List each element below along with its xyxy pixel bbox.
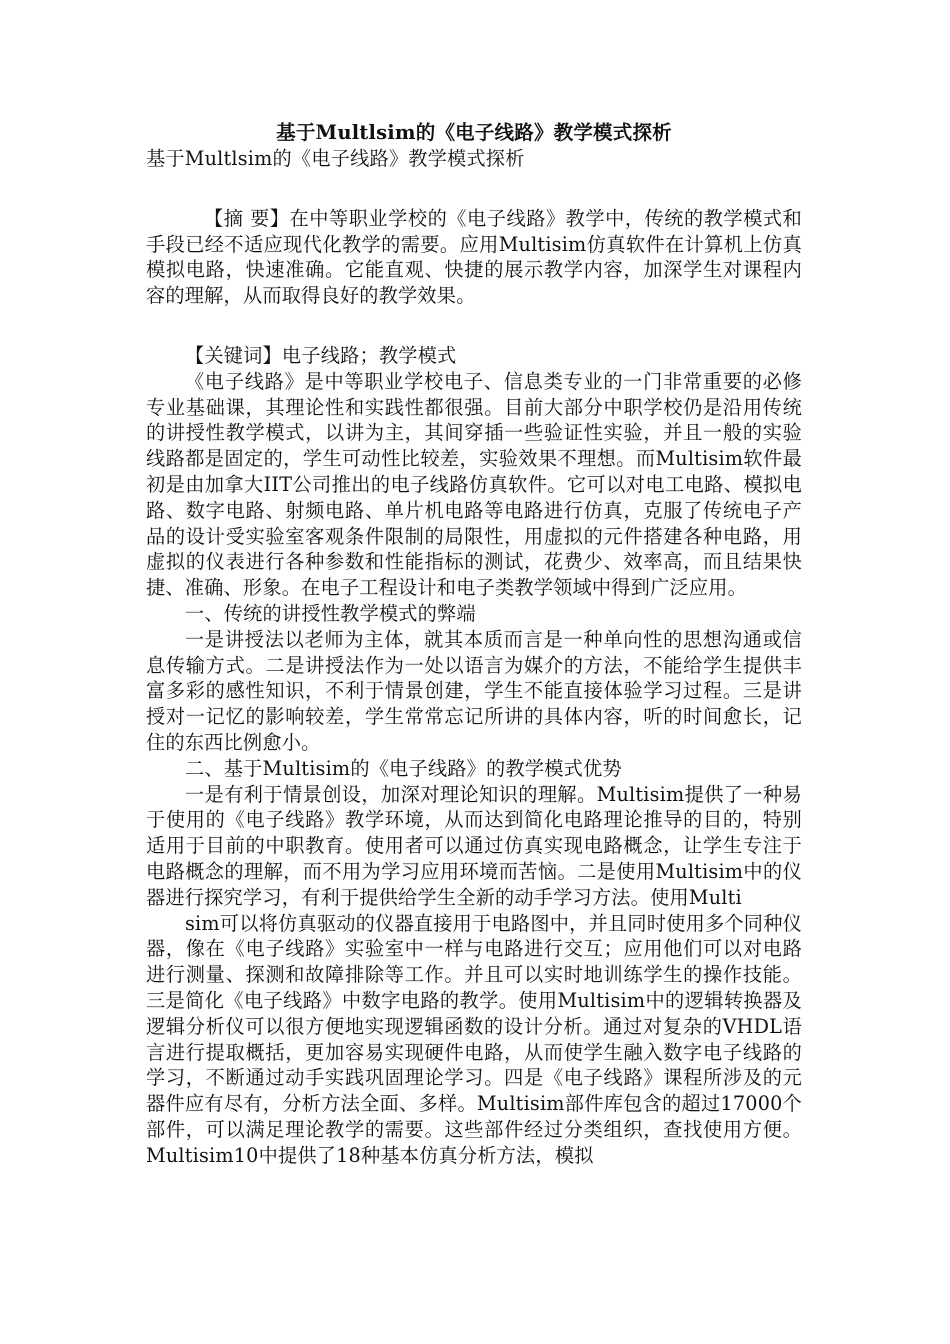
section-1-heading: 一、传统的讲授性教学模式的弊端 <box>185 601 476 625</box>
document-page <box>146 120 802 1168</box>
section-2-paragraph-a: 一是有利于情景创设，加深对理论知识的理解。Multisim提供了一种易于使用的《电子线路》教学环境，从而达到简化电路理论推导的目的，特别适用于目前的中职教育。使用者可以通过仿真实现电路概念，让学生专注于电路概念的理解，而不用为学习应用环境而苦恼。二是使用Multisim中的仪器进行探究学习，有利于提供给学生全新的动手学习方法。使用Multi <box>146 782 802 909</box>
keywords-line: 【关键词】电子线路；教学模式 <box>185 343 457 367</box>
document-title: 基于Multlsim的《电子线路》教学模式探析 <box>276 121 672 144</box>
intro-paragraph: 《电子线路》是中等职业学校电子、信息类专业的一门非常重要的必修专业基础课，其理论性和实践性都很强。目前大部分中职学校仍是沿用传统的讲授性教学模式，以讲为主，其间穿插一些验证性实验，并且一般的实验线路都是固定的，学生可动性比较差，实验效果不理想。而Multisim软件最初是由加拿大IIT公司推出的电子线路仿真软件。它可以对电工电路、模拟电路、数字电路、射频电路、单片机电路等电路进行仿真，克服了传统电子产品的设计受实验室客观条件限制的局限性，用虚拟的元件搭建各种电路，用虚拟的仪表进行各种参数和性能指标的测试，花费少、效率高，而且结果快捷、准确、形象。在电子工程设计和电子类教学领域中得到广泛应用。 <box>146 369 802 600</box>
section-1-paragraph: 一是讲授法以老师为主体，就其本质而言是一种单向性的思想沟通或信息传输方式。二是讲授法作为一处以语言为媒介的方法，不能给学生提供丰富多彩的感性知识，不利于情景创建，学生不能直接体验学习过程。三是讲授对一记忆的影响较差，学生常常忘记所讲的具体内容，听的时间愈长，记住的东西比例愈小。 <box>146 627 802 754</box>
blank-line <box>146 309 802 343</box>
document-subtitle: 基于Multlsim的《电子线路》教学模式探析 <box>146 147 525 170</box>
blank-line <box>146 172 802 206</box>
abstract-paragraph: 【摘 要】在中等职业学校的《电子线路》教学中，传统的教学模式和手段已经不适应现代化教学的需要。应用Multisim仿真软件在计算机上仿真模拟电路，快速准确。它能直观、快捷的展示教学内容，加深学生对课程内容的理解，从而取得良好的教学效果。 <box>146 206 802 308</box>
section-2-heading: 二、基于Multisim的《电子线路》的教学模式优势 <box>185 756 622 780</box>
section-2-paragraph-b: sim可以将仿真驱动的仪器直接用于电路图中，并且同时使用多个同种仪器，像在《电子线路》实验室中一样与电路进行交互；应用他们可以对电路进行测量、探测和故障排除等工作。并且可以实时地训练学生的操作技能。三是简化《电子线路》中数字电路的教学。使用Multisim中的逻辑转换器及逻辑分析仪可以很方便地实现逻辑函数的设计分析。通过对复杂的VHDL语言进行提取概括，更加容易实现硬件电路，从而使学生融入数字电子线路的学习，不断通过动手实践巩固理论学习。四是《电子线路》课程所涉及的元器件应有尽有，分析方法全面、多样。Multisim部件库包含的超过17000个部件，可以满足理论教学的需要。这些部件经过分类组织，查找使用方便。Multisim10中提供了18种基本仿真分析方法，模拟 <box>146 911 802 1167</box>
